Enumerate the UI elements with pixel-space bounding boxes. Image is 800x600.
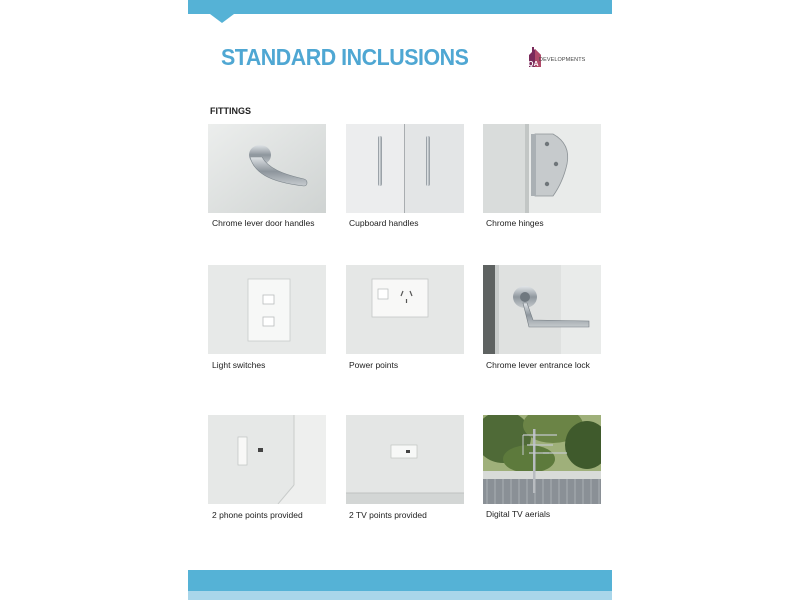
item-caption: 2 TV points provided	[349, 510, 427, 520]
light-switch-photo	[208, 265, 326, 354]
logo-text: DEVELOPMENTS	[539, 57, 586, 63]
item-caption: 2 phone points provided	[212, 510, 303, 520]
item-caption: Light switches	[212, 360, 266, 370]
door-handle-photo	[208, 124, 326, 213]
item-caption: Chrome lever entrance lock	[486, 360, 590, 370]
item-caption: Power points	[349, 360, 399, 370]
tv-point-photo	[346, 415, 464, 504]
item-caption: Chrome hinges	[486, 218, 544, 228]
header-bar	[188, 0, 612, 14]
footer-strip	[188, 591, 612, 600]
tv-aerial-photo	[483, 415, 601, 504]
item-caption: Cupboard handles	[349, 218, 419, 228]
entrance-lock-photo	[483, 265, 601, 354]
footer-bar	[188, 570, 612, 591]
company-logo	[527, 46, 599, 70]
svg-text:QA: QA	[528, 61, 539, 68]
section-title: FITTINGS	[210, 106, 251, 116]
item-caption: Digital TV aerials	[486, 509, 551, 519]
hinge-photo	[483, 124, 601, 213]
brochure-page	[188, 0, 612, 600]
power-point-photo	[346, 265, 464, 354]
header-notch	[210, 14, 234, 23]
cupboard-handles-photo	[346, 124, 464, 213]
item-caption: Chrome lever door handles	[212, 218, 315, 228]
page-title: STANDARD INCLUSIONS	[221, 44, 469, 70]
phone-point-photo	[208, 415, 326, 504]
